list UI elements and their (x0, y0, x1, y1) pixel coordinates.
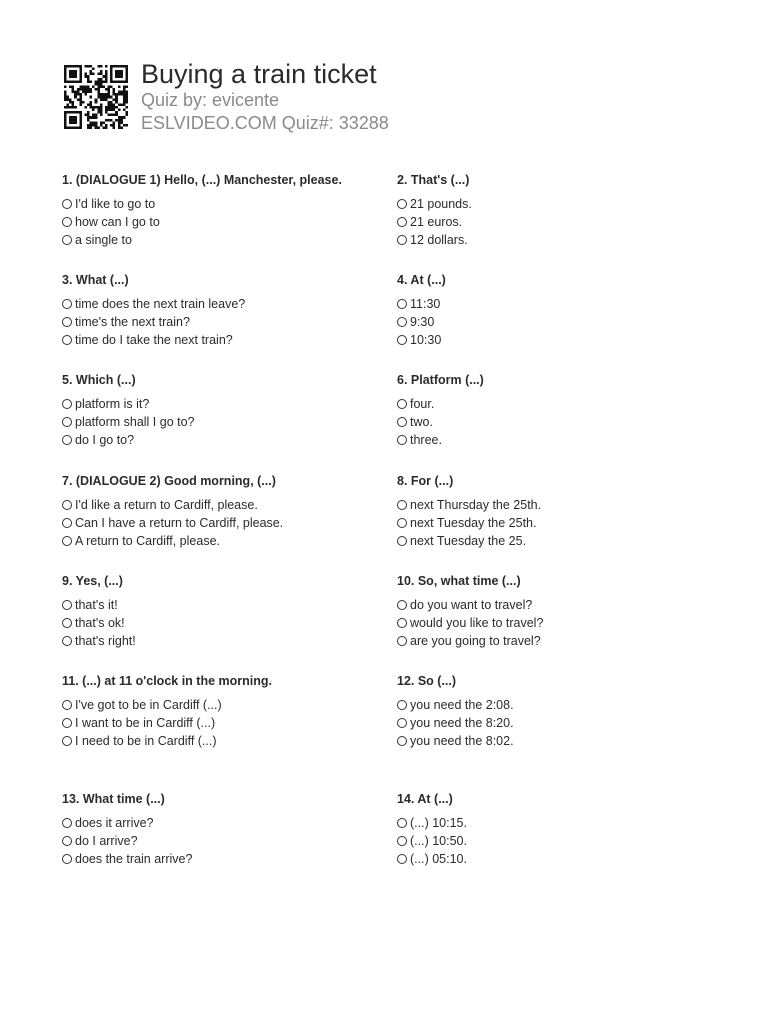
answer-option[interactable] (397, 714, 727, 732)
answer-option[interactable] (62, 632, 392, 650)
question-12 (397, 673, 727, 750)
qr-code-icon (64, 65, 128, 129)
answer-option-text: do you want to travel? (410, 598, 533, 612)
question-3 (62, 272, 392, 349)
radio-circle-icon[interactable] (397, 536, 407, 546)
answer-option[interactable] (62, 395, 392, 413)
radio-circle-icon[interactable] (62, 718, 72, 728)
radio-circle-icon[interactable] (62, 235, 72, 245)
answer-option[interactable] (62, 732, 392, 750)
question-label: 1. (DIALOGUE 1) Hello, (...) Manchester, please. (62, 173, 342, 187)
radio-circle-icon[interactable] (62, 518, 72, 528)
question-label: 2. That's (...) (397, 173, 470, 187)
radio-circle-icon[interactable] (397, 399, 407, 409)
answer-option[interactable] (62, 231, 392, 249)
answer-option-text: that's ok! (75, 616, 125, 630)
radio-circle-icon[interactable] (397, 618, 407, 628)
question-label: 10. So, what time (...) (397, 574, 521, 588)
answer-option-text: three. (410, 433, 442, 447)
answer-option-text: you need the 8:02. (410, 734, 514, 748)
answer-option[interactable] (397, 295, 727, 313)
answer-option-text: that's right! (75, 634, 136, 648)
answer-option-text: next Tuesday the 25th. (410, 516, 537, 530)
radio-circle-icon[interactable] (62, 618, 72, 628)
answer-option[interactable] (62, 532, 392, 550)
answer-option[interactable] (62, 514, 392, 532)
answer-option-text: would you like to travel? (410, 616, 544, 630)
answer-option-text: next Thursday the 25th. (410, 498, 542, 512)
answer-option-text: A return to Cardiff, please. (75, 534, 220, 548)
answer-option[interactable] (397, 313, 727, 331)
answer-option-text: time's the next train? (75, 315, 190, 329)
radio-circle-icon[interactable] (62, 199, 72, 209)
answer-option-text: (...) 10:50. (410, 834, 467, 848)
question-6 (397, 372, 727, 449)
question-label: 5. Which (...) (62, 373, 136, 387)
radio-circle-icon[interactable] (397, 317, 407, 327)
answer-option-text: do I go to? (75, 433, 135, 447)
question-14 (397, 791, 727, 868)
radio-circle-icon[interactable] (62, 317, 72, 327)
answer-option[interactable] (62, 814, 392, 832)
answer-option[interactable] (397, 514, 727, 532)
radio-circle-icon[interactable] (397, 518, 407, 528)
radio-circle-icon[interactable] (397, 199, 407, 209)
answer-option[interactable] (397, 331, 727, 349)
answer-option[interactable] (397, 596, 727, 614)
radio-circle-icon[interactable] (62, 636, 72, 646)
answer-option[interactable] (62, 195, 392, 213)
radio-circle-icon[interactable] (397, 600, 407, 610)
answer-option[interactable] (62, 614, 392, 632)
radio-circle-icon[interactable] (62, 435, 72, 445)
radio-circle-icon[interactable] (62, 818, 72, 828)
answer-option[interactable] (397, 696, 727, 714)
radio-circle-icon[interactable] (397, 736, 407, 746)
answer-option-text: you need the 2:08. (410, 698, 514, 712)
answer-option-text: how can I go to (75, 215, 160, 229)
answer-option[interactable] (397, 732, 727, 750)
answer-option[interactable] (62, 295, 392, 313)
answer-option[interactable] (397, 413, 727, 431)
answer-option-text: are you going to travel? (410, 634, 541, 648)
answer-option[interactable] (397, 850, 727, 868)
answer-option-text: do I arrive? (75, 834, 138, 848)
radio-circle-icon[interactable] (397, 700, 407, 710)
answer-option-text: 21 pounds. (410, 197, 472, 211)
radio-circle-icon[interactable] (62, 600, 72, 610)
answer-option[interactable] (397, 832, 727, 850)
radio-circle-icon[interactable] (397, 299, 407, 309)
radio-circle-icon[interactable] (62, 335, 72, 345)
quiz-author: Quiz by: evicente (141, 90, 280, 110)
answer-option[interactable] (397, 395, 727, 413)
answer-option-text: I want to be in Cardiff (...) (75, 716, 216, 730)
radio-circle-icon[interactable] (397, 435, 407, 445)
radio-circle-icon[interactable] (62, 217, 72, 227)
answer-option-text: (...) 10:15. (410, 816, 467, 830)
answer-option[interactable] (62, 850, 392, 868)
answer-option-text: platform is it? (75, 397, 150, 411)
radio-circle-icon[interactable] (62, 700, 72, 710)
question-label: 11. (...) at 11 o'clock in the morning. (62, 674, 272, 688)
answer-option-text: I need to be in Cardiff (...) (75, 734, 217, 748)
answer-option-text: 10:30 (410, 333, 442, 347)
answer-option-text: 9:30 (410, 315, 435, 329)
radio-circle-icon[interactable] (397, 217, 407, 227)
question-label: 14. At (...) (397, 792, 453, 806)
radio-circle-icon[interactable] (397, 818, 407, 828)
question-4 (397, 272, 727, 349)
question-7 (62, 473, 392, 550)
answer-option-text: I've got to be in Cardiff (...) (75, 698, 222, 712)
question-9 (62, 573, 392, 650)
question-label: 8. For (...) (397, 474, 454, 488)
radio-circle-icon[interactable] (397, 836, 407, 846)
answer-option[interactable] (397, 213, 727, 231)
answer-option[interactable] (397, 614, 727, 632)
radio-circle-icon[interactable] (397, 235, 407, 245)
page-title: Buying a train ticket (141, 59, 377, 89)
answer-option[interactable] (397, 632, 727, 650)
answer-option[interactable] (62, 413, 392, 431)
quiz-reference: ESLVIDEO.COM Quiz#: 33288 (141, 113, 389, 133)
question-label: 9. Yes, (...) (62, 574, 123, 588)
question-label: 7. (DIALOGUE 2) Good morning, (...) (62, 474, 276, 488)
question-label: 12. So (...) (397, 674, 457, 688)
answer-option[interactable] (62, 596, 392, 614)
answer-option-text: I'd like to go to (75, 197, 156, 211)
quiz-header (64, 58, 744, 138)
radio-circle-icon[interactable] (397, 718, 407, 728)
radio-circle-icon[interactable] (62, 299, 72, 309)
answer-option-text: time does the next train leave? (75, 297, 246, 311)
radio-circle-icon[interactable] (397, 854, 407, 864)
answer-option-text: 21 euros. (410, 215, 463, 229)
radio-circle-icon[interactable] (62, 536, 72, 546)
answer-option-text: a single to (75, 233, 132, 247)
answer-option-text: two. (410, 415, 433, 429)
radio-circle-icon[interactable] (397, 636, 407, 646)
radio-circle-icon[interactable] (62, 500, 72, 510)
answer-option-text: does the train arrive? (75, 852, 193, 866)
answer-option-text: does it arrive? (75, 816, 154, 830)
answer-option-text: platform shall I go to? (75, 415, 195, 429)
question-11 (62, 673, 392, 750)
question-2 (397, 172, 727, 249)
answer-option[interactable] (62, 832, 392, 850)
answer-option[interactable] (62, 431, 392, 449)
answer-option[interactable] (397, 532, 727, 550)
answer-option[interactable] (397, 496, 727, 514)
radio-circle-icon[interactable] (62, 417, 72, 427)
radio-circle-icon[interactable] (62, 854, 72, 864)
question-label: 4. At (...) (397, 273, 446, 287)
question-label: 6. Platform (...) (397, 373, 484, 387)
question-13 (62, 791, 392, 868)
answer-option-text: (...) 05:10. (410, 852, 467, 866)
answer-option-text: 11:30 (410, 297, 441, 311)
question-8 (397, 473, 727, 550)
answer-option[interactable] (397, 231, 727, 249)
answer-option-text: time do I take the next train? (75, 333, 233, 347)
answer-option[interactable] (397, 431, 727, 449)
radio-circle-icon[interactable] (397, 335, 407, 345)
answer-option-text: 12 dollars. (410, 233, 468, 247)
answer-option[interactable] (62, 213, 392, 231)
radio-circle-icon[interactable] (397, 500, 407, 510)
answer-option[interactable] (397, 814, 727, 832)
answer-option-text: four. (410, 397, 435, 411)
answer-option[interactable] (62, 331, 392, 349)
question-1 (62, 172, 392, 249)
radio-circle-icon[interactable] (397, 417, 407, 427)
question-5 (62, 372, 392, 449)
answer-option[interactable] (397, 195, 727, 213)
answer-option-text: I'd like a return to Cardiff, please. (75, 498, 258, 512)
radio-circle-icon[interactable] (62, 736, 72, 746)
radio-circle-icon[interactable] (62, 836, 72, 846)
answer-option[interactable] (62, 696, 392, 714)
question-label: 13. What time (...) (62, 792, 165, 806)
answer-option[interactable] (62, 313, 392, 331)
radio-circle-icon[interactable] (62, 399, 72, 409)
answer-option-text: that's it! (75, 598, 118, 612)
answer-option-text: Can I have a return to Cardiff, please. (75, 516, 284, 530)
question-10 (397, 573, 727, 650)
answer-option-text: you need the 8:20. (410, 716, 514, 730)
answer-option[interactable] (62, 496, 392, 514)
answer-option[interactable] (62, 714, 392, 732)
answer-option-text: next Tuesday the 25. (410, 534, 527, 548)
question-label: 3. What (...) (62, 273, 129, 287)
